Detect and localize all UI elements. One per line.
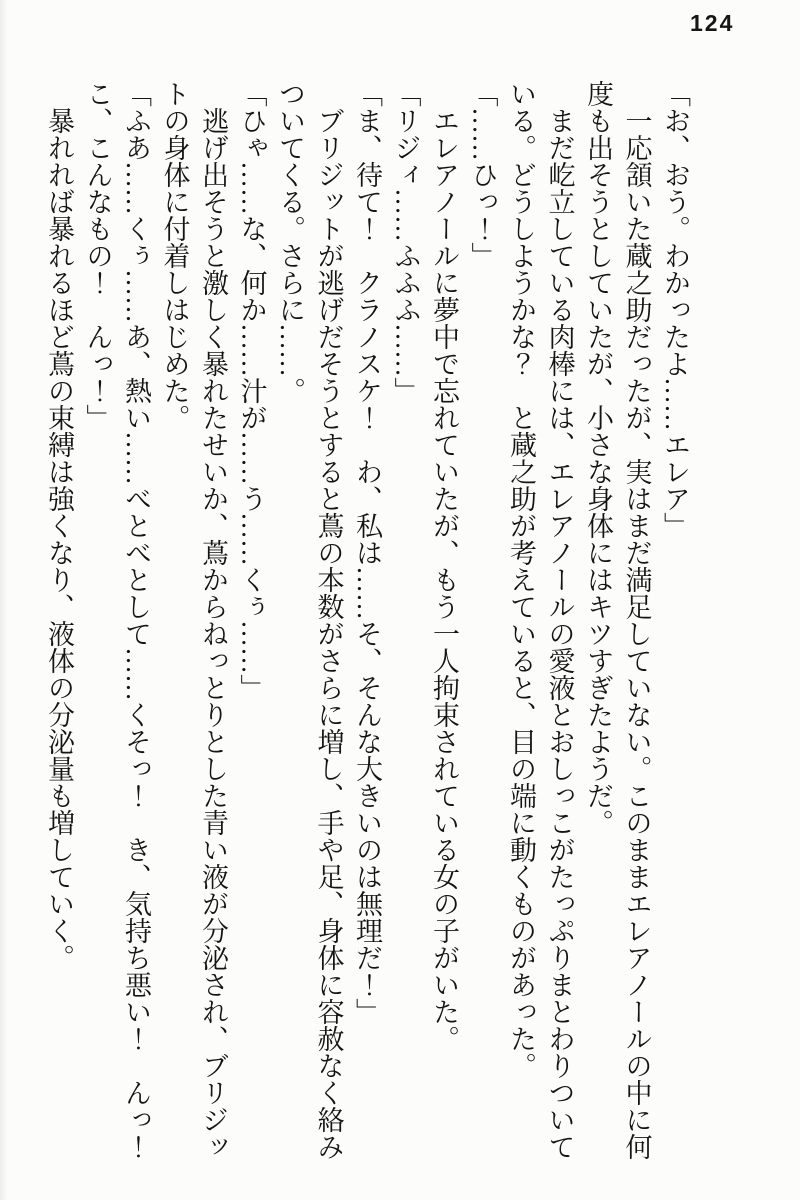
page-text <box>40 80 695 1160</box>
text-column-11: ついてくる。さらに……。 <box>275 80 305 404</box>
text-column-3: 度も出そうとしていたが、小さな身体にはキツすぎたようだ。 <box>583 80 613 836</box>
text-column-10: ブリジットが逃げだそうとすると蔦の本数がさらに増し、手や足、身体に容赦なく絡み <box>313 80 344 1160</box>
text-column-13: 逃げ出そうと激しく暴れたせいか、蔦からねっとりとした青い液が分泌され、ブリジッ <box>198 80 228 1160</box>
text-column-8: 「リジィ……ふふふ……」 <box>390 80 421 404</box>
text-column-16: こ、こんなもの！ んっ！」 <box>82 80 113 431</box>
text-column-15: 「ふあ……くぅ……あ、熱い……べとべとして……くそっ！ き、気持ち悪い！ んっ！ <box>121 80 151 1160</box>
text-column-9: 「ま、待て！ クラノスケ！ わ、私は……そ、そんな大きいのは無理だ！」 <box>352 80 382 1025</box>
text-column-4: まだ屹立している肉棒には、エレアノールの愛液とおしっこがたっぷりまとわりついて <box>544 80 575 1160</box>
page-number: 124 <box>690 10 735 36</box>
text-column-7: エレアノールに夢中で忘れていたが、もう一人拘束されている女の子がいた。 <box>429 80 459 1052</box>
text-column-2: 一応頷いた蔵之助だったが、実はまだ満足していない。このままエレアノールの中に何 <box>621 80 652 1160</box>
text-column-6: 「……ひっ！」 <box>467 80 498 269</box>
text-column-12: 「ひゃ……な、何か……汁が……う……くぅ……」 <box>236 80 267 701</box>
text-column-1: 「お、おう。わかったよ……エレア」 <box>660 80 690 539</box>
text-column-14: トの身体に付着しはじめた。 <box>159 80 190 431</box>
text-column-17: 暴れれば暴れるほど蔦の束縛は強くなり、液体の分泌量も増していく。 <box>44 80 74 971</box>
text-column-5: いる。どうしようかな？ と蔵之助が考えていると、目の端に動くものがあった。 <box>506 80 536 1079</box>
